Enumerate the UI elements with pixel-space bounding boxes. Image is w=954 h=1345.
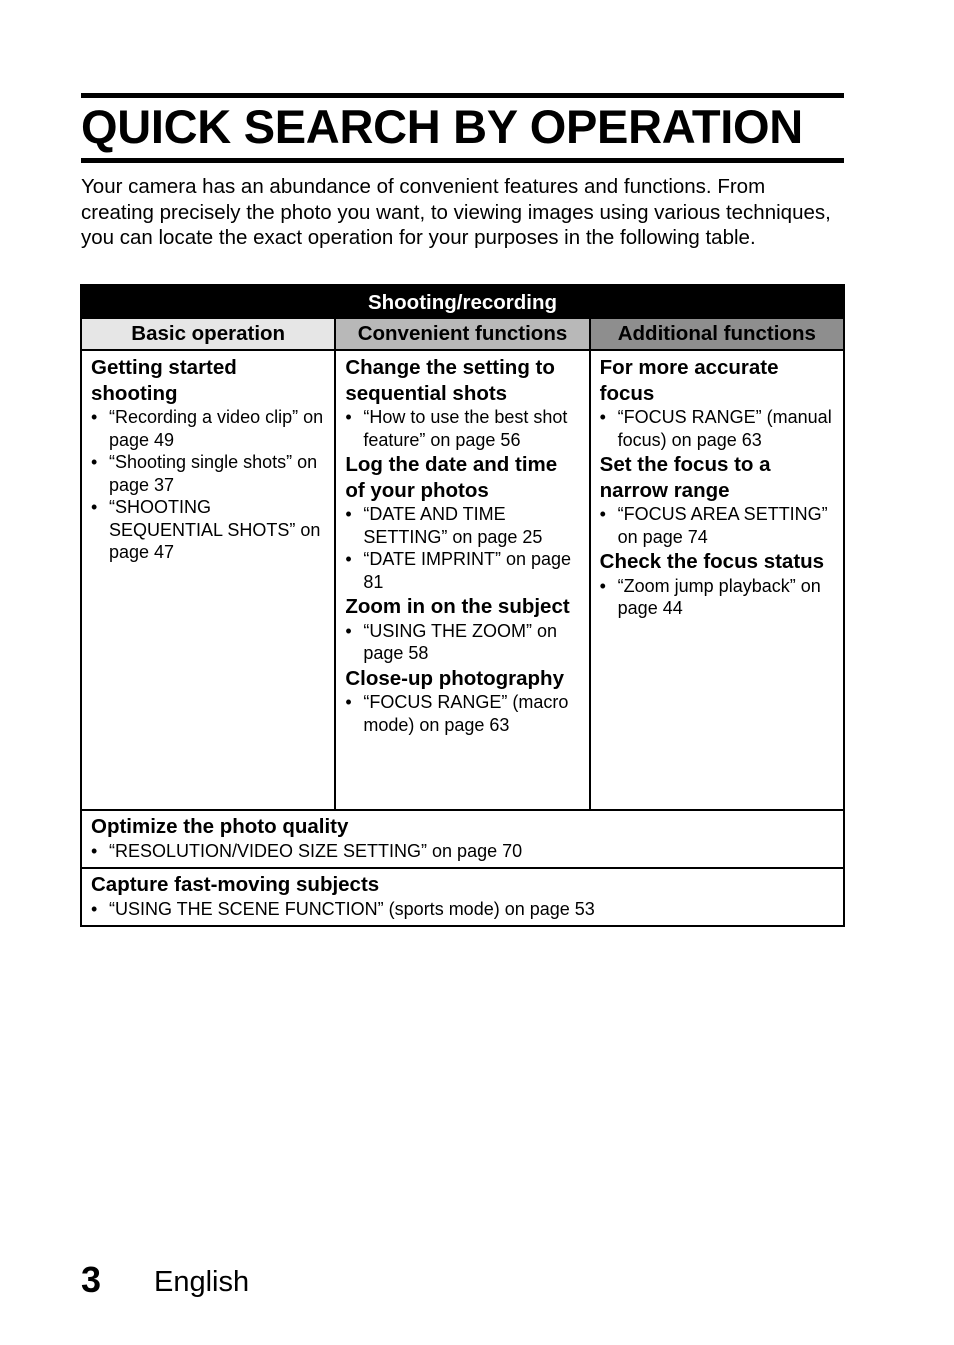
reference-list xyxy=(345,503,580,593)
reference-list xyxy=(600,503,835,548)
column-basic-operation xyxy=(82,351,334,809)
page-reference: • “How to use the best shot feature” on page 56 xyxy=(345,406,580,451)
page-reference: • “SHOOTING SEQUENTIAL SHOTS” on page 47 xyxy=(91,496,326,564)
page-reference: • “FOCUS AREA SETTING” on page 74 xyxy=(600,503,835,548)
wide-row-photo-quality xyxy=(82,811,843,867)
section-title: Change the setting to sequential shots xyxy=(345,356,555,405)
section-title: Capture fast-moving subjects xyxy=(91,873,380,896)
column-heading-convenient: Convenient functions xyxy=(334,319,588,349)
reference-list xyxy=(91,406,326,564)
page-reference: • “USING THE SCENE FUNCTION” (sports mode) on page 53 xyxy=(91,898,834,921)
page-title: QUICK SEARCH BY OPERATION xyxy=(81,100,803,153)
page-reference: • “Shooting single shots” on page 37 xyxy=(91,451,326,496)
section-title: For more accurate focus xyxy=(599,356,779,405)
section-title: Check the focus status xyxy=(599,550,825,573)
column-heading-additional: Additional functions xyxy=(589,319,843,349)
reference-list xyxy=(345,691,580,736)
page-reference: • “DATE IMPRINT” on page 81 xyxy=(345,548,580,593)
reference-list xyxy=(600,406,835,451)
section-title: Optimize the photo quality xyxy=(91,815,349,838)
section-title: Getting started shooting xyxy=(91,356,237,405)
intro-paragraph: Your camera has an abundance of convenient features and functions. From creating precisely the photo you want, to viewing images using various techniques, you can locate the exact operation for your purposes in the following table. xyxy=(81,175,831,249)
page-reference: • “DATE AND TIME SETTING” on page 25 xyxy=(345,503,580,548)
column-contents xyxy=(82,351,843,811)
reference-list xyxy=(91,898,834,921)
page-reference: • “Recording a video clip” on page 49 xyxy=(91,406,326,451)
reference-list xyxy=(91,840,834,863)
title-rule-top xyxy=(81,93,844,98)
column-additional-functions xyxy=(589,351,843,809)
section-title: Set the focus to a narrow range xyxy=(599,453,771,502)
footer-language: English xyxy=(154,1266,250,1298)
page-reference: • “USING THE ZOOM” on page 58 xyxy=(345,620,580,665)
reference-list xyxy=(600,575,835,620)
section-title: Log the date and time of your photos xyxy=(345,453,558,502)
quick-search-table xyxy=(80,284,845,927)
column-headings xyxy=(82,319,843,351)
column-heading-basic: Basic operation xyxy=(82,319,334,349)
page-number: 3 xyxy=(81,1259,102,1300)
section-title: Close-up photography xyxy=(345,666,564,690)
table-header: Shooting/recording xyxy=(82,286,843,319)
page-reference: • “RESOLUTION/VIDEO SIZE SETTING” on page 70 xyxy=(91,840,834,863)
reference-list xyxy=(345,620,580,665)
page-reference: • “FOCUS RANGE” (macro mode) on page 63 xyxy=(345,691,580,736)
page-reference: • “Zoom jump playback” on page 44 xyxy=(600,575,835,620)
section-title: Zoom in on the subject xyxy=(345,595,570,618)
page-reference: • “FOCUS RANGE” (manual focus) on page 63 xyxy=(600,406,835,451)
column-convenient-functions xyxy=(334,351,588,809)
reference-list xyxy=(345,406,580,451)
wide-row-fast-moving xyxy=(82,867,843,925)
title-rule-bottom xyxy=(81,158,844,163)
